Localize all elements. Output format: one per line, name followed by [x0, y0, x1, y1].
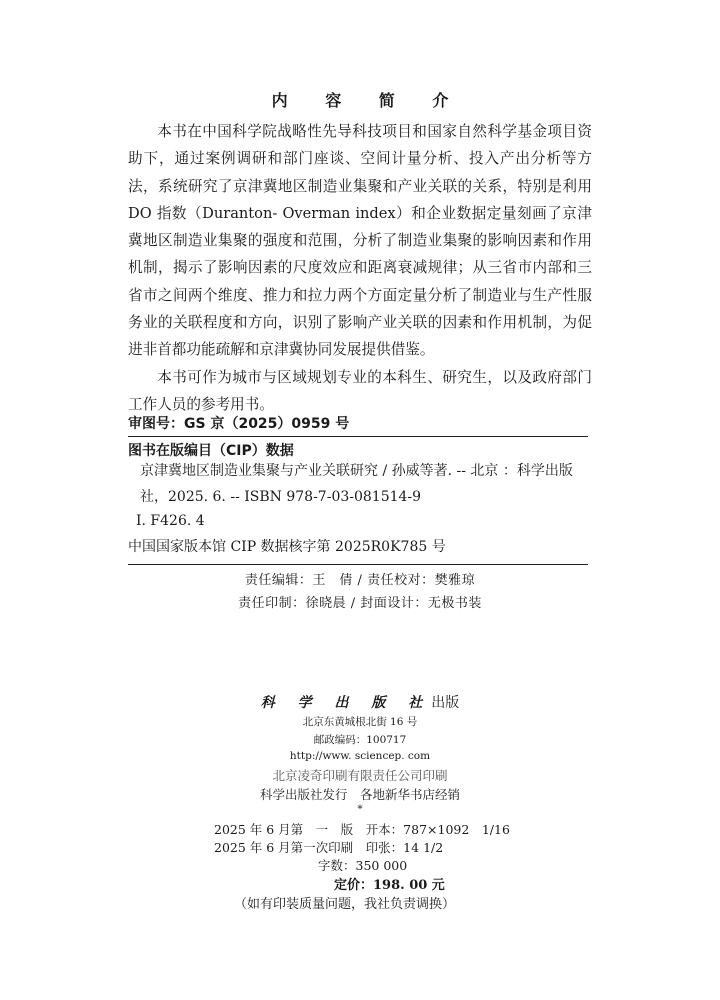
cip-heading: 图书在版编目（CIP）数据 [128, 443, 294, 459]
edition-info: 2025 年 6 月第 一 版 开本：787×1092 1/16 [214, 822, 510, 837]
map-approval-number: 审图号：GS 京（2025）0959 号 [128, 416, 350, 432]
publisher-line [0, 692, 720, 712]
cip-record: 京津冀地区制造业集聚与产业关联研究 / 孙威等著. -- 北京 ：科学出版社，2025. 6. -- ISBN 978-7-03-081514-9 [140, 463, 573, 505]
printer: 北京凌奇印刷有限责任公司印刷 [272, 768, 448, 783]
credits-editors: 责任编辑：王 倩 / 责任校对：樊雅琼 [244, 573, 476, 588]
printing-info: 2025 年 6 月第一次印刷 印张：14 1/2 [214, 840, 444, 855]
publisher-address: 北京东黄城根北街 16 号 [302, 716, 418, 728]
intro-paragraph-2: 本书可作为城市与区域规划专业的本科生、研究生，以及政府部门工作人员的参考用书。 [128, 368, 592, 413]
price: 定价：198. 00 元 [334, 878, 445, 893]
separator-asterisk: * [357, 803, 363, 815]
divider-top [128, 436, 588, 437]
cip-classification: Ⅰ. F426. 4 [136, 513, 205, 529]
divider-bottom [128, 564, 588, 565]
publisher-logo-text: 科 学 出 版 社 [260, 695, 432, 711]
publisher-website: http://www. sciencep. com [289, 750, 431, 762]
intro-body [128, 118, 592, 418]
credits-production: 责任印制：徐晓晨 / 封面设计：无极书装 [238, 596, 482, 611]
quality-notice: （如有印装质量问题，我社负责调换） [234, 897, 456, 912]
publisher-postcode: 邮政编码：100717 [313, 734, 407, 746]
section-title: 内 容 简 介 [271, 91, 465, 110]
publisher-suffix: 出版 [431, 695, 460, 711]
distribution: 科学出版社发行 各地新华书店经销 [259, 787, 460, 802]
intro-paragraph-1: 本书在中国科学院战略性先导科技项目和国家自然科学基金项目资助下，通过案例调研和部门座谈、空间计量分析、投入产出分析等方法，系统研究了京津冀地区制造业集聚和产业关联的关系，特别是利用 DO 指数（Duranton- Overman index）和企业数据定量刻画了京津冀地区制造业集聚的强度和范围，分析了制造业集聚的影响因素和作用机制，揭示了影响因素的尺度效应和距离衰减规律；从三省市内部和三省市之间两个维度、推力和拉力两个方面定量分析了制造业与生产性服务业的关联程度和方向，识别了影响产业关联的因素和作用机制，为促进非首都功能疏解和京津冀协同发展提供借鉴。 [128, 123, 592, 359]
cip-verification: 中国国家版本馆 CIP 数据核字第 2025R0K785 号 [128, 539, 446, 555]
word-count: 字数：350 000 [318, 858, 408, 873]
